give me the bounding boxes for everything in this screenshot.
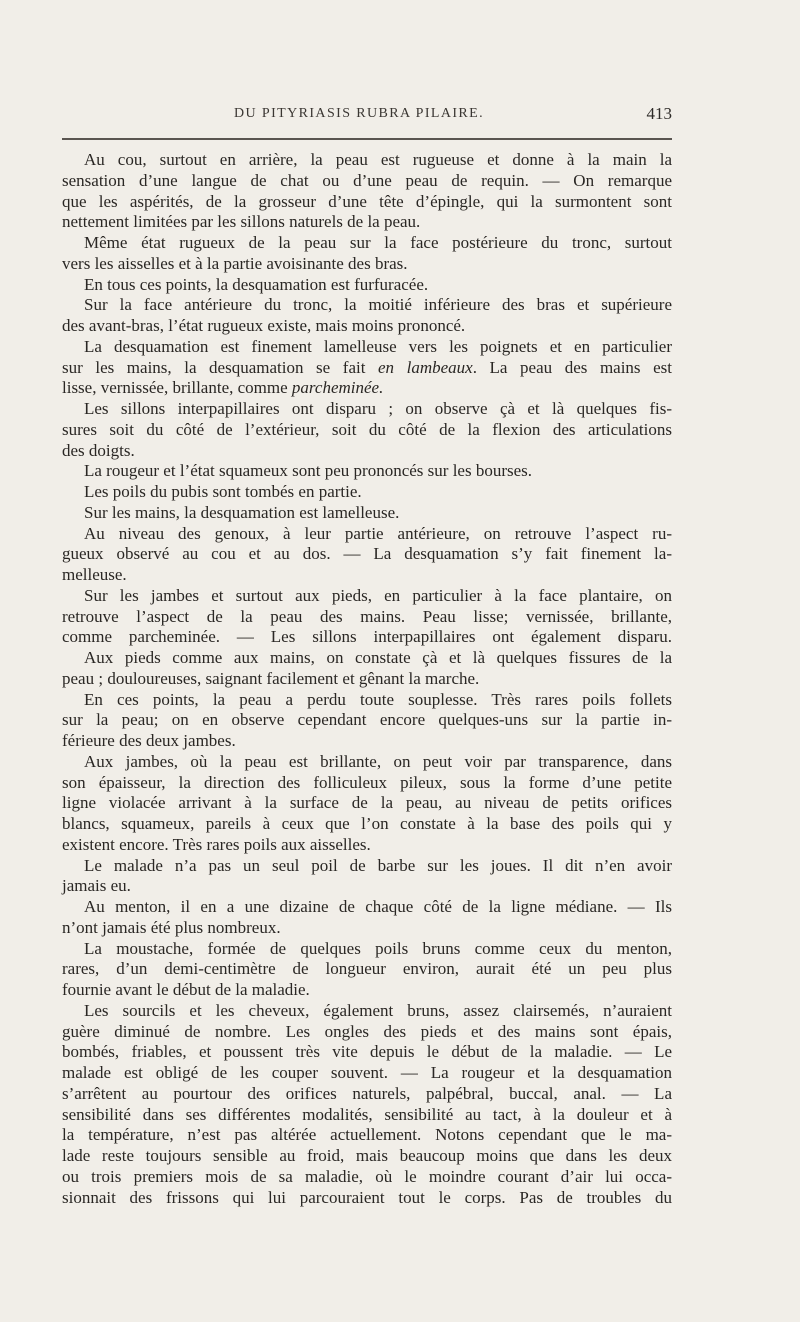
text-line: Même état rugueux de la peau sur la face postérieure du tronc, surtout xyxy=(84,233,672,252)
text-line: retrouve l’aspect de la peau des mains. Peau lisse; vernissée, brillante, xyxy=(62,606,672,626)
text-line: Le malade n’a pas un seul poil de barbe sur les joues. Il dit n’en avoir xyxy=(84,855,672,875)
text-line: existent encore. Très rares poils aux aisselles. xyxy=(62,834,371,854)
text-line: Les sillons interpapillaires ont disparu ; on observe çà et là quelques fis- xyxy=(84,399,672,418)
running-title: DU PITYRIASIS RUBRA PILAIRE. xyxy=(234,106,484,121)
text-line: Les poils du pubis sont tombés en partie. xyxy=(84,482,362,501)
text-line: fournie avant le début de la maladie. xyxy=(62,980,310,999)
text-line: s’arrêtent au pourtour des orifices naturels, palpébral, buccal, anal. — La xyxy=(62,1083,672,1103)
text-line: La desquamation est finement lamelleuse vers les poignets et en particulier xyxy=(84,336,672,356)
text-line: La rougeur et l’état squameux sont peu prononcés sur les bourses. xyxy=(84,461,533,481)
text-line: sur la peau; on en observe cependant encore quelques-uns sur la partie in- xyxy=(62,710,672,730)
text-line: lisse, vernissée, brillante, comme parcheminée. xyxy=(62,378,384,398)
running-head xyxy=(62,104,672,130)
text-line: Aux jambes, où la peau est brillante, on peut voir par transparence, dans xyxy=(84,751,672,771)
text-line: rares, d’un demi-centimètre de longueur environ, aurait été un peu plus xyxy=(62,959,672,979)
text-line: nettement limitées par les sillons naturels de la peau. xyxy=(62,212,421,232)
text-line: melleuse. xyxy=(62,565,127,584)
text-line: bombés, friables, et poussent très vite depuis le début de la maladie. — Le xyxy=(62,1042,672,1062)
text-line: férieure des deux jambes. xyxy=(62,731,236,750)
text-line: Sur la face antérieure du tronc, la moitié inférieure des bras et supérieure xyxy=(84,295,672,315)
text-line: ligne violacée arrivant à la surface de la peau, au niveau de petits orifices xyxy=(62,793,672,813)
header-rule xyxy=(62,138,672,140)
text-line: gueux observé au cou et au dos. — La desquamation s’y fait finement la- xyxy=(62,544,672,564)
text-line: guère diminué de nombre. Les ongles des pieds et des mains sont épais, xyxy=(62,1021,672,1041)
text-line: sures soit du côté de l’extérieur, soit du côté de la flexion des articulations xyxy=(62,419,672,439)
text-line: La moustache, formée de quelques poils bruns comme ceux du menton, xyxy=(84,938,672,958)
text-line: ou trois premiers mois de sa maladie, où le moindre courant d’air lui occa- xyxy=(62,1166,672,1186)
text-line: Au menton, il en a une dizaine de chaque côté de la ligne médiane. — Ils xyxy=(84,897,672,916)
text-line: Au cou, surtout en arrière, la peau est rugueuse et donne à la main la xyxy=(84,150,672,169)
text-line: jamais eu. xyxy=(62,876,131,896)
text-line: lade reste toujours sensible au froid, mais beaucoup moins que dans les deux xyxy=(62,1146,672,1165)
text-line: sur les mains, la desquamation se fait en lambeaux. La peau des mains est xyxy=(62,357,673,377)
text-line: Sur les jambes et surtout aux pieds, en particulier à la face plantaire, on xyxy=(84,585,672,605)
text-line: Au niveau des genoux, à leur partie antérieure, on retrouve l’aspect ru- xyxy=(84,523,672,543)
text-line: comme parcheminée. — Les sillons interpapillaires ont également disparu. xyxy=(62,627,672,647)
text-line: Sur les mains, la desquamation est lamelleuse. xyxy=(84,502,400,522)
text-line: peau ; douloureuses, saignant facilement et gênant la marche. xyxy=(62,668,480,688)
text-line: la température, n’est pas altérée actuellement. Notons cependant que le ma- xyxy=(62,1125,672,1145)
body-text xyxy=(62,150,672,1208)
text-line: des avant-bras, l’état rugueux existe, mais moins prononcé. xyxy=(62,316,466,335)
text-line: sionnait des frissons qui lui parcouraient tout le corps. Pas de troubles du xyxy=(62,1187,672,1207)
text-line: En tous ces points, la desquamation est furfuracée. xyxy=(84,274,429,294)
text-line: sensation d’une langue de chat ou d’une peau de requin. — On remarque xyxy=(62,170,672,190)
text-line: son épaisseur, la direction des folliculeux pileux, sous la forme d’une petite xyxy=(62,772,672,792)
text-line: Les sourcils et les cheveux, également bruns, assez clairsemés, n’auraient xyxy=(84,1000,672,1020)
text-line: vers les aisselles et à la partie avoisinante des bras. xyxy=(62,253,408,273)
text-line: Aux pieds comme aux mains, on constate çà et là quelques fissures de la xyxy=(84,648,672,667)
text-line: n’ont jamais été plus nombreux. xyxy=(62,917,281,937)
text-line: que les aspérités, de la grosseur d’une tête d’épingle, qui la surmontent sont xyxy=(62,191,672,211)
text-line: sensibilité dans ses différentes modalités, sensibilité au tact, à la douleur et à xyxy=(62,1104,672,1124)
text-line: malade est obligé de les couper souvent. — La rougeur et la desquamation xyxy=(62,1063,672,1082)
text-line: des doigts. xyxy=(62,440,135,460)
text-line: En ces points, la peau a perdu toute souplesse. Très rares poils follets xyxy=(84,689,672,709)
page-number: 413 xyxy=(646,104,672,123)
text-line: blancs, squameux, pareils à ceux que l’on constate à la base des poils qui y xyxy=(62,814,672,833)
